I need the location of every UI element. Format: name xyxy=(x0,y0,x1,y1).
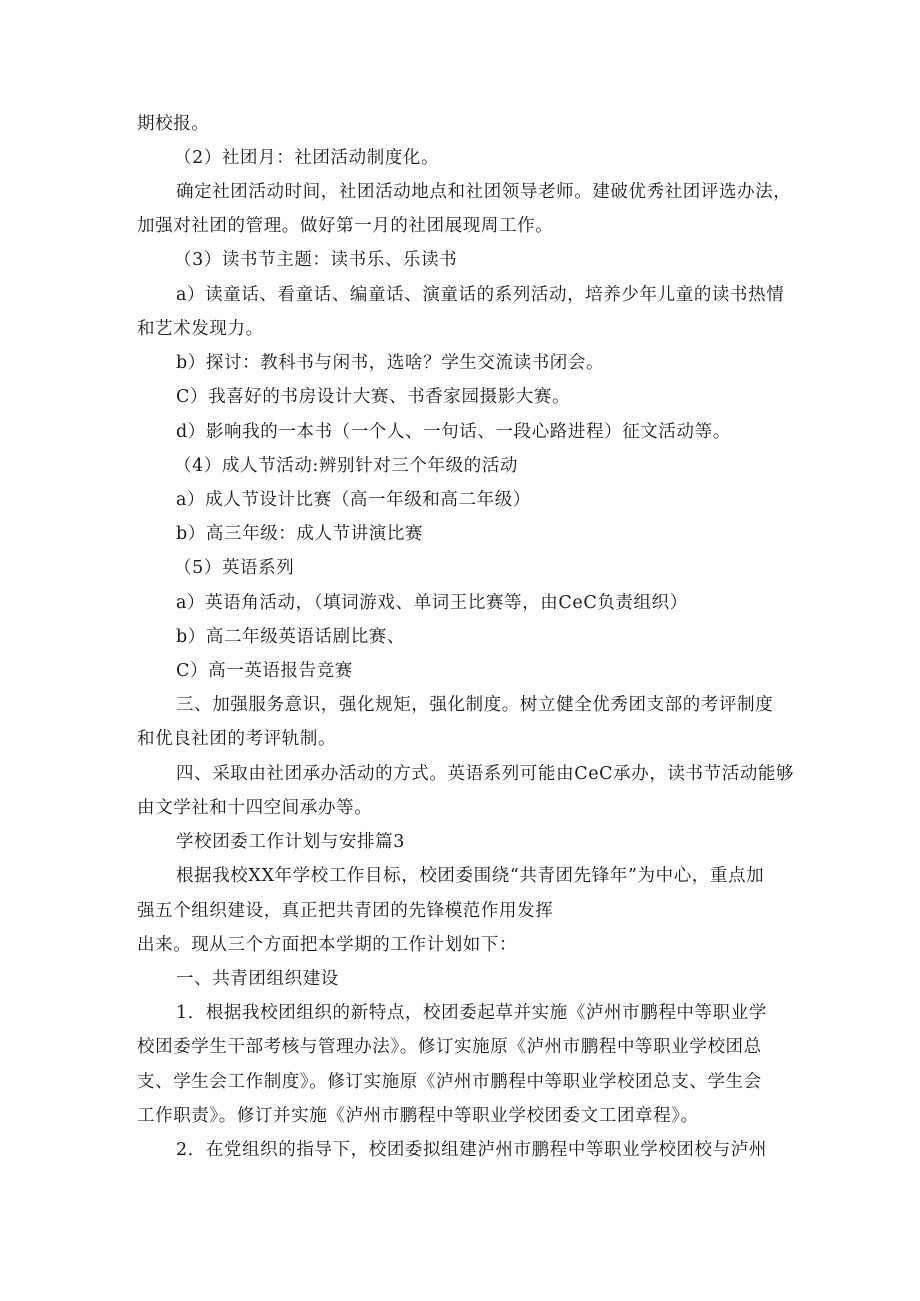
text-line: 强五个组织建设，真正把共青团的先锋模范作用发挥 xyxy=(137,901,554,921)
article-title: 学校团委工作计划与安排篇3 xyxy=(176,832,405,852)
text-line: 三、加强服务意识，强化规矩，强化制度。树立健全优秀团支部的考评制度 xyxy=(176,695,774,715)
text-line: 校团委学生干部考核与管理办法》。修订实施原《泸州市鹏程中等职业学校团总 xyxy=(137,1037,762,1057)
section-heading: （5）英语系列 xyxy=(174,558,295,578)
list-item: C）我喜好的书房设计大赛、书香家园摄影大赛。 xyxy=(176,387,571,407)
list-item: C）高一英语报告竞赛 xyxy=(176,661,353,681)
text-line: 四、采取由社团承办活动的方式。英语系列可能由CeC承办，读书节活动能够 xyxy=(176,764,795,784)
list-item: a）读童话、看童话、编童话、演童话的系列活动，培养少年儿童的读书热情 xyxy=(176,285,785,305)
text-line: 加强对社团的管理。做好第一月的社团展现周工作。 xyxy=(137,216,554,236)
text-line: 支、学生会工作制度》。修订实施原《泸州市鹏程中等职业学校团总支、学生会 xyxy=(137,1072,762,1092)
list-item: d）影响我的一本书（一个人、一句话、一段心路进程）征文活动等。 xyxy=(176,422,731,442)
list-item: b）高三年级：成人节讲演比赛 xyxy=(176,524,424,544)
text-line: 和艺术发现力。 xyxy=(137,319,264,339)
section-heading: （2）社团月：社团活动制度化。 xyxy=(174,148,440,168)
list-item: 2．在党组织的指导下，校团委拟组建泸州市鹏程中等职业学校团校与泸州 xyxy=(176,1140,767,1160)
list-item: 1．根据我校团组织的新特点，校团委起草并实施《泸州市鹏程中等职业学 xyxy=(176,1003,767,1023)
list-item: a）英语角活动，（填词游戏、单词王比赛等，由CeC负责组织） xyxy=(176,593,688,613)
section-heading: （4）成人节活动:辨别针对三个年级的活动 xyxy=(174,456,519,476)
text-line: 期校报。 xyxy=(137,114,210,134)
text-line: 由文学社和十四空间承办等。 xyxy=(137,798,373,818)
list-item: b）高二年级英语话剧比赛、 xyxy=(176,627,406,647)
text-line: 和优良社团的考评轨制。 xyxy=(137,729,337,749)
section-heading: 一、共青团组织建设 xyxy=(176,969,339,989)
text-line: 出来。现从三个方面把本学期的工作计划如下： xyxy=(137,935,518,955)
text-line: 工作职责》。修订并实施《泸州市鹏程中等职业学校团委文工团章程》。 xyxy=(137,1106,699,1126)
list-item: a）成人节设计比赛（高一年级和高二年级） xyxy=(176,490,531,510)
text-line: 确定社团活动时间，社团活动地点和社团领导老师。建破优秀社团评选办法， xyxy=(176,182,792,202)
text-line: 根据我校XX年学校工作目标，校团委围绕“共青团先锋年”为中心，重点加 xyxy=(176,866,765,886)
list-item: b）探讨：教科书与闲书，选啥？学生交流读书闭会。 xyxy=(176,353,605,373)
section-heading: （3）读书节主题：读书乐、乐读书 xyxy=(174,250,458,270)
